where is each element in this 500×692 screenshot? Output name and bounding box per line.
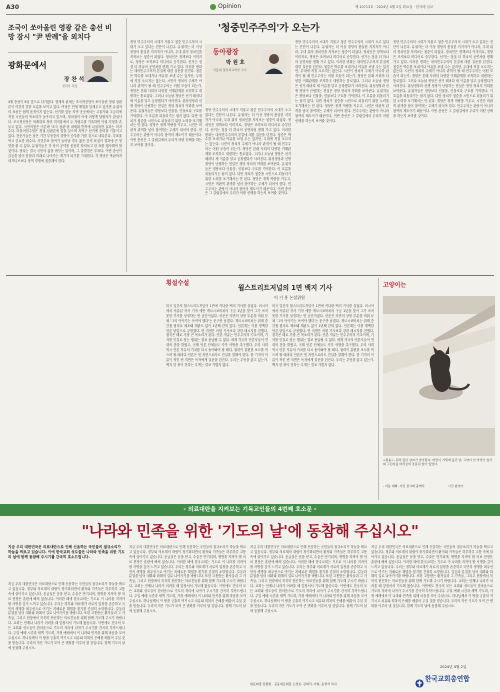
ad-banner: - 의료대란을 지켜보는 기독교인들의 4번째 호소문 -	[0, 504, 500, 516]
section-name: Opinion	[218, 3, 242, 10]
column-rule-2	[378, 278, 379, 500]
bottom-body-col2: 미국 일간지 월스트리트저널이 1면에 커다란 백지 기사를 실었다. 러시아에서 억류된 자사 기자 에반 게르시코비치의 구금 1년을 맞아 그가 쓰지 못한 기사를 상징하는 빈 공간이었다. 신문은 지면의 상당 부분을 비워 둔 채 '그의 이야기는 쓰여야 했다'는 문구만 남겼다. 게르시코비치는 취재 중 간첩 혐의로 체포돼 재판도 없이 1년째 갇혀 있다. 언론계는 이를 명백한 언론 탄압으로 규정했다. 빈 지면은 어떤 기사보다 강한 메시지를 전했다. 침묵은 때로 가장 큰 목소리가 된다. 언론 자유는 민주주의의 기초이며, 기자를 인질로 삼는 행위는 결코 용납될 수 없다. 세계 각국의 언론사들이 연대의 뜻을 밝혔고, 국제 언론 단체들도 즉각 석방을 촉구했다. 우리 사회 역시 언론 자유의 가치를 다시 돌아봐야 할 때다. 권력이 불편한 보도를 막으려 할 때마다 언론은 빈 지면으로라도 진실을 말해야 한다. 한 기자의 이름이 적힌 빈 지면은 독자에게 질문을 던진다. 우리는 무엇을 잃고 있는가. 백지 한 장이 전하는 무게는 결코 가볍지 않다.	[272, 304, 374, 367]
bottom-byline: 이 기 홍 논설위원	[274, 295, 305, 300]
center-body-col2: 정당 민주주의의 시대가 저물고 청중 민주주의의 시대가 오고 있다는 진단이 나온다. 유권자는 더 이상 정당의 충실한 지지자가 아니라, 무대 위의 정치인을 지켜보는 청중이 되었다. 정치인은 정책보다 이미지로, 정당은 조직보다 미디어로 승부한다. 선거는 점점 더 하나의 공연처럼 변해 가고 있다. 이러한 변화는 대의민주주의의 본질에 대한 질문을 던진다. 청중은 박수를 보내거나 야유를 보낼 수는 있지만, 무대에 직접 오르지는 않는다. 시민이 정치의 주체가 아니라 관객이 될 때 민주주의는 어떤 모습이 되는가. 정당은 본래 사회의 다양한 이해관계를 조직하고 대변하는 통로였다. 그러나 오늘날 정당은 선거 때마다 새 이름을 달고 등장했다가 사라진다. 위성정당과 신생 정당이 난립하는 현실은 정당 정치의 약화를 보여준다. 유권자들은 정당보다 인물을, 인물보다 구호를 기억한다. 이 흐름을 되돌리기는 쉽지 않다. 다만 정치가 청중을 시민으로 되돌리기 위한 노력을 포기해서는 안 된다. 정당은 정책 역량을 키우고, 시민은 비판적 관객을 넘어 참여하는 주체가 되어야 한다. 민주주의는 관람이 아니라 참여의 제도이기 때문이다. 이번 총선은 그 갈림길에서 우리가 어떤 선택을 하는지 보여줄 것이다.	[205, 108, 291, 196]
center-body-col3: 정당 민주주의의 시대가 저물고 청중 민주주의의 시대가 오고 있다는 진단이 나온다. 유권자는 더 이상 정당의 충실한 지지자가 아니라, 무대 위의 정치인을 지켜보는 청중이 되었다. 정치인은 정책보다 이미지로, 정당은 조직보다 미디어로 승부한다. 선거는 점점 더 하나의 공연처럼 변해 가고 있다. 이러한 변화는 대의민주주의의 본질에 대한 질문을 던진다. 청중은 박수를 보내거나 야유를 보낼 수는 있지만, 무대에 직접 오르지는 않는다. 시민이 정치의 주체가 아니라 관객이 될 때 민주주의는 어떤 모습이 되는가. 정당은 본래 사회의 다양한 이해관계를 조직하고 대변하는 통로였다. 그러나 오늘날 정당은 선거 때마다 새 이름을 달고 등장했다가 사라진다. 위성정당과 신생 정당이 난립하는 현실은 정당 정치의 약화를 보여준다. 유권자들은 정당보다 인물을, 인물보다 구호를 기억한다. 이 흐름을 되돌리기는 쉽지 않다. 다만 정치가 청중을 시민으로 되돌리기 위한 노력을 포기해서는 안 된다. 정당은 정책 역량을 키우고, 시민은 비판적 관객을 넘어 참여하는 주체가 되어야 한다. 민주주의는 관람이 아니라 참여의 제도이기 때문이다. 이번 총선은 그 갈림길에서 우리가 어떤 선택을 하는지 보여줄 것이다.	[295, 40, 389, 123]
person-portrait-icon	[262, 50, 286, 74]
bottom-headline: 월스트리트저널의 1면 백지 기사	[238, 284, 333, 292]
center-author-role: 서울대 정치외교학부 교수	[213, 68, 247, 72]
col1-headline: 조국이 쏘아올린 영광 같은 총선 비망 잠시 "尹 반례"을 외치다	[8, 24, 112, 41]
organization-logo-icon	[415, 673, 424, 692]
center-headline: '청중민주주의'가 오는가	[218, 23, 320, 34]
cat-photo	[383, 296, 495, 456]
center-author-photo	[262, 50, 286, 74]
cat-shadow-photo-icon	[383, 296, 495, 456]
col1-divider	[8, 52, 118, 53]
section-rule	[6, 275, 494, 276]
ad-footer: 대표회장 장종현 · 공동대표회장 오정호, 김의식, 이철, 송영석 목사	[250, 682, 337, 686]
center-body-col4: 정당 민주주의의 시대가 저물고 청중 민주주의의 시대가 오고 있다는 진단이 나온다. 유권자는 더 이상 정당의 충실한 지지자가 아니라, 무대 위의 정치인을 지켜보는 청중이 되었다. 정치인은 정책보다 이미지로, 정당은 조직보다 미디어로 승부한다. 선거는 점점 더 하나의 공연처럼 변해 가고 있다. 이러한 변화는 대의민주주의의 본질에 대한 질문을 던진다. 청중은 박수를 보내거나 야유를 보낼 수는 있지만, 무대에 직접 오르지는 않는다. 시민이 정치의 주체가 아니라 관객이 될 때 민주주의는 어떤 모습이 되는가. 정당은 본래 사회의 다양한 이해관계를 조직하고 대변하는 통로였다. 그러나 오늘날 정당은 선거 때마다 새 이름을 달고 등장했다가 사라진다. 위성정당과 신생 정당이 난립하는 현실은 정당 정치의 약화를 보여준다. 유권자들은 정당보다 인물을, 인물보다 구호를 기억한다. 이 흐름을 되돌리기는 쉽지 않다. 다만 정치가 청중을 시민으로 되돌리기 위한 노력을 포기해서는 안 된다. 정당은 정책 역량을 키우고, 시민은 비판적 관객을 넘어 참여하는 주체가 되어야 한다. 민주주의는 관람이 아니라 참여의 제도이기 때문이다. 이번 총선은 그 갈림길에서 우리가 어떤 선택을 하는지 보여줄 것이다.	[393, 40, 493, 118]
section-logo	[210, 3, 241, 10]
logo-dot-icon	[210, 4, 216, 10]
page-number: A30	[6, 4, 19, 11]
issue-meta: 제 10713호 · 2024년 4월 2일 화요일 · 한겨레 일보	[355, 5, 434, 9]
ad-organization: 한국교회총연합	[425, 675, 470, 683]
column-rule-1	[126, 18, 127, 272]
ad-body-col2: 지금 우리 대한민국은 의료대란으로 인해 신음하는 국민들의 절규소리가 하늘을 찌르고 있습니다. 정부와 의료계의 대립이 장기화되면서 환자와 가족들은 하루하루 고통 속에 살아가고 있습니다. 응급실은 문을 닫고, 수술은 연기되며, 생명을 지켜야 할 의료 현장은 혼란에 빠져 있습니다. 이러한 때에 한국교회는 기도로 이 나라를 지켜야 할 사명을 깊이 느끼고 있습니다. 우리는 정부와 의료계가 서로의 입장을 존중하고 국민의 생명을 최우선으로 여기는 지혜로운 해법을 찾기를 간절히 소망합니다. 갈등과 분열을 넘어 대화와 화해의 길로 나아가기를 바랍니다. 또한 고통받는 환자들과 그 가족들, 그리고 현장에서 묵묵히 헌신하는 의료진들을 위해 함께 기도해 주시기 바랍니다. 교회는 언제나 나라가 어려울 때 앞장서서 기도해 왔습니다. 이번에도 전국의 모든 교회와 성도들이 한마음으로 기도의 자리에 나아가 주시기를 간곡히 부탁드립니다. 주일 예배 시간과 새벽 기도회, 가정 예배에서 이 나라와 민족을 위해 마음을 모아 주십시오. 하나님께서 이 땅을 긍휼히 여기시고 치유와 회복의 은혜를 베풀어 주실 것을 믿습니다. 우리의 작은 기도가 모여 큰 변화를 이루어 낼 것입니다. 함께 기도의 날에 동참해 주십시오.	[129, 545, 246, 613]
col1-body: 4월 총선이 9일 앞으로 다가왔다. 현재의 판세는 조국혁신당이 쏘아올린 정권 심판론이 여전히 강한 흐름을 보이고 있다. 여당은 민생 해법을 앞세우고 있지만 유권자의 표심은 쉽게 움직이지 않는다. 선거를 앞둔 지역 곳곳에서는 고물가와 고금리에 지친 시민들의 목소리가 높아지고 있으며, 정치권이 이에 어떻게 답할지가 관심사다. 조국혁신당은 비례대표 정당 지지율에서 두 자릿수를 기록하며 야권 지형을 흔들고 있다. 국민의힘은 이른바 '조국 심판'을 내세워 반격에 나섰지만 효과는 미지수다. 더불어민주당은 정권 심판론에 힘을 실으며 지역구 선거에 총력을 기울이고 있다. 전문가들은 남은 기간 부동층의 향방이 승부를 가를 것으로 내다본다. 투표율 역시 중요한 변수다. 사전투표 참여가 늘어날 경우 젊은 층의 표심이 결과에 큰 영향을 줄 수 있다. 유권자들은 각 당의 공약을 꼼꼼히 따져보고 한 표를 행사해야 할 것이다. 정치는 결국 국민의 삶을 바꾸는 일이며, 그 출발점은 투표다. 이번 총선이 갈등을 넘어 통합과 미래로 나아가는 계기가 되기를 기대한다. 각 정당은 막판까지 네거티브보다 정책 경쟁에 집중해야 한다.	[8, 100, 122, 163]
person-portrait-icon	[84, 56, 112, 82]
header-rule	[6, 14, 494, 15]
col1-author-role: 정치부 차장	[62, 84, 78, 88]
photo-credit: - 이동 대화, 사진 전시회 중에서	[383, 484, 425, 488]
bottom-body-col1: 미국 일간지 월스트리트저널이 1면에 커다란 백지 기사를 실었다. 러시아에서 억류된 자사 기자 에반 게르시코비치의 구금 1년을 맞아 그가 쓰지 못한 기사를 상징하는 빈 공간이었다. 신문은 지면의 상당 부분을 비워 둔 채 '그의 이야기는 쓰여야 했다'는 문구만 남겼다. 게르시코비치는 취재 중 간첩 혐의로 체포돼 재판도 없이 1년째 갇혀 있다. 언론계는 이를 명백한 언론 탄압으로 규정했다. 빈 지면은 어떤 기사보다 강한 메시지를 전했다. 침묵은 때로 가장 큰 목소리가 된다. 언론 자유는 민주주의의 기초이며, 기자를 인질로 삼는 행위는 결코 용납될 수 없다. 세계 각국의 언론사들이 연대의 뜻을 밝혔고, 국제 언론 단체들도 즉각 석방을 촉구했다. 우리 사회 역시 언론 자유의 가치를 다시 돌아봐야 할 때다. 권력이 불편한 보도를 막으려 할 때마다 언론은 빈 지면으로라도 진실을 말해야 한다. 한 기자의 이름이 적힌 빈 지면은 독자에게 질문을 던진다. 우리는 무엇을 잃고 있는가. 백지 한 장이 전하는 무게는 결코 가볍지 않다.	[166, 304, 268, 367]
ad-body-col4: 지금 우리 대한민국은 의료대란으로 인해 신음하는 국민들의 절규소리가 하늘을 찌르고 있습니다. 정부와 의료계의 대립이 장기화되면서 환자와 가족들은 하루하루 고통 속에 살아가고 있습니다. 응급실은 문을 닫고, 수술은 연기되며, 생명을 지켜야 할 의료 현장은 혼란에 빠져 있습니다. 이러한 때에 한국교회는 기도로 이 나라를 지켜야 할 사명을 깊이 느끼고 있습니다. 우리는 정부와 의료계가 서로의 입장을 존중하고 국민의 생명을 최우선으로 여기는 지혜로운 해법을 찾기를 간절히 소망합니다. 갈등과 분열을 넘어 대화와 화해의 길로 나아가기를 바랍니다. 또한 고통받는 환자들과 그 가족들, 그리고 현장에서 묵묵히 헌신하는 의료진들을 위해 함께 기도해 주시기 바랍니다. 교회는 언제나 나라가 어려울 때 앞장서서 기도해 왔습니다. 이번에도 전국의 모든 교회와 성도들이 한마음으로 기도의 자리에 나아가 주시기를 간곡히 부탁드립니다. 주일 예배 시간과 새벽 기도회, 가정 예배에서 이 나라와 민족을 위해 마음을 모아 주십시오. 하나님께서 이 땅을 긍휼히 여기시고 치유와 회복의 은혜를 베풀어 주실 것을 믿습니다. 우리의 작은 기도가 모여 큰 변화를 이루어 낼 것입니다. 함께 기도의 날에 동참해 주십시오.	[371, 545, 493, 608]
photo-photographer: 사진 촬영자	[448, 484, 464, 488]
ad-body-col3: 지금 우리 대한민국은 의료대란으로 인해 신음하는 국민들의 절규소리가 하늘을 찌르고 있습니다. 정부와 의료계의 대립이 장기화되면서 환자와 가족들은 하루하루 고통 속에 살아가고 있습니다. 응급실은 문을 닫고, 수술은 연기되며, 생명을 지켜야 할 의료 현장은 혼란에 빠져 있습니다. 이러한 때에 한국교회는 기도로 이 나라를 지켜야 할 사명을 깊이 느끼고 있습니다. 우리는 정부와 의료계가 서로의 입장을 존중하고 국민의 생명을 최우선으로 여기는 지혜로운 해법을 찾기를 간절히 소망합니다. 갈등과 분열을 넘어 대화와 화해의 길로 나아가기를 바랍니다. 또한 고통받는 환자들과 그 가족들, 그리고 현장에서 묵묵히 헌신하는 의료진들을 위해 함께 기도해 주시기 바랍니다. 교회는 언제나 나라가 어려울 때 앞장서서 기도해 왔습니다. 이번에도 전국의 모든 교회와 성도들이 한마음으로 기도의 자리에 나아가 주시기를 간곡히 부탁드립니다. 주일 예배 시간과 새벽 기도회, 가정 예배에서 이 나라와 민족을 위해 마음을 모아 주십시오. 하나님께서 이 땅을 긍휼히 여기시고 치유와 회복의 은혜를 베풀어 주실 것을 믿습니다. 우리의 작은 기도가 모여 큰 변화를 이루어 낼 것입니다. 함께 기도의 날에 동참해 주십시오.	[250, 545, 367, 613]
photo-section-label: 고양이는	[383, 282, 407, 289]
col1-author-photo	[84, 56, 112, 82]
photo-caption: <충돌>, 원치 않던 날씨가 찾아왔다. 바람이 거세게 불던 날, 고양이 한 마리가 창가의 그림자를 바라보며 조용히 앉아 있었다.	[383, 458, 493, 467]
ad-date: 2024년 4월 2일	[440, 665, 467, 669]
center-column-name: 동아광장	[213, 48, 239, 56]
bottom-section-label: 횡설수설	[166, 280, 190, 287]
center-body-col1: 정당 민주주의의 시대가 저물고 청중 민주주의의 시대가 오고 있다는 진단이 나온다. 유권자는 더 이상 정당의 충실한 지지자가 아니라, 무대 위의 정치인을 지켜보는 청중이 되었다. 정치인은 정책보다 이미지로, 정당은 조직보다 미디어로 승부한다. 선거는 점점 더 하나의 공연처럼 변해 가고 있다. 이러한 변화는 대의민주주의의 본질에 대한 질문을 던진다. 청중은 박수를 보내거나 야유를 보낼 수는 있지만, 무대에 직접 오르지는 않는다. 시민이 정치의 주체가 아니라 관객이 될 때 민주주의는 어떤 모습이 되는가. 정당은 본래 사회의 다양한 이해관계를 조직하고 대변하는 통로였다. 그러나 오늘날 정당은 선거 때마다 새 이름을 달고 등장했다가 사라진다. 위성정당과 신생 정당이 난립하는 현실은 정당 정치의 약화를 보여준다. 유권자들은 정당보다 인물을, 인물보다 구호를 기억한다. 이 흐름을 되돌리기는 쉽지 않다. 다만 정치가 청중을 시민으로 되돌리기 위한 노력을 포기해서는 안 된다. 정당은 정책 역량을 키우고, 시민은 비판적 관객을 넘어 참여하는 주체가 되어야 한다. 민주주의는 관람이 아니라 참여의 제도이기 때문이다. 이번 총선은 그 갈림길에서 우리가 어떤 선택을 하는지 보여줄 것이다.	[130, 40, 202, 148]
ad-lead-paragraph: 지금 우리 대한민국은 의료대란으로 인해 신음하는 국민들의 절규소리가 하늘을 찌르고 있습니다. 이에 한국교회 성도들은 나라와 민족을 위한 기도의 날에 함께 동참해 주시기를 간곡히 호소드립니다.	[8, 545, 125, 560]
ad-headline: "나라와 민족을 위한 '기도의 날'에 동참해 주십시오"	[81, 522, 419, 540]
center-author-name: 박 원 호	[226, 60, 245, 66]
ad-body-col1: 지금 우리 대한민국은 의료대란으로 인해 신음하는 국민들의 절규소리가 하늘을 찌르고 있습니다. 정부와 의료계의 대립이 장기화되면서 환자와 가족들은 하루하루 고통 속에 살아가고 있습니다. 응급실은 문을 닫고, 수술은 연기되며, 생명을 지켜야 할 의료 현장은 혼란에 빠져 있습니다. 이러한 때에 한국교회는 기도로 이 나라를 지켜야 할 사명을 깊이 느끼고 있습니다. 우리는 정부와 의료계가 서로의 입장을 존중하고 국민의 생명을 최우선으로 여기는 지혜로운 해법을 찾기를 간절히 소망합니다. 갈등과 분열을 넘어 대화와 화해의 길로 나아가기를 바랍니다. 또한 고통받는 환자들과 그 가족들, 그리고 현장에서 묵묵히 헌신하는 의료진들을 위해 함께 기도해 주시기 바랍니다. 교회는 언제나 나라가 어려울 때 앞장서서 기도해 왔습니다. 이번에도 전국의 모든 교회와 성도들이 한마음으로 기도의 자리에 나아가 주시기를 간곡히 부탁드립니다. 주일 예배 시간과 새벽 기도회, 가정 예배에서 이 나라와 민족을 위해 마음을 모아 주십시오. 하나님께서 이 땅을 긍휼히 여기시고 치유와 회복의 은혜를 베풀어 주실 것을 믿습니다. 우리의 작은 기도가 모여 큰 변화를 이루어 낼 것입니다. 함께 기도의 날에 동참해 주십시오.	[8, 582, 125, 650]
col1-column-name: 광화문에서	[8, 61, 47, 70]
col1-author-name: 장 찬 석	[64, 77, 85, 83]
